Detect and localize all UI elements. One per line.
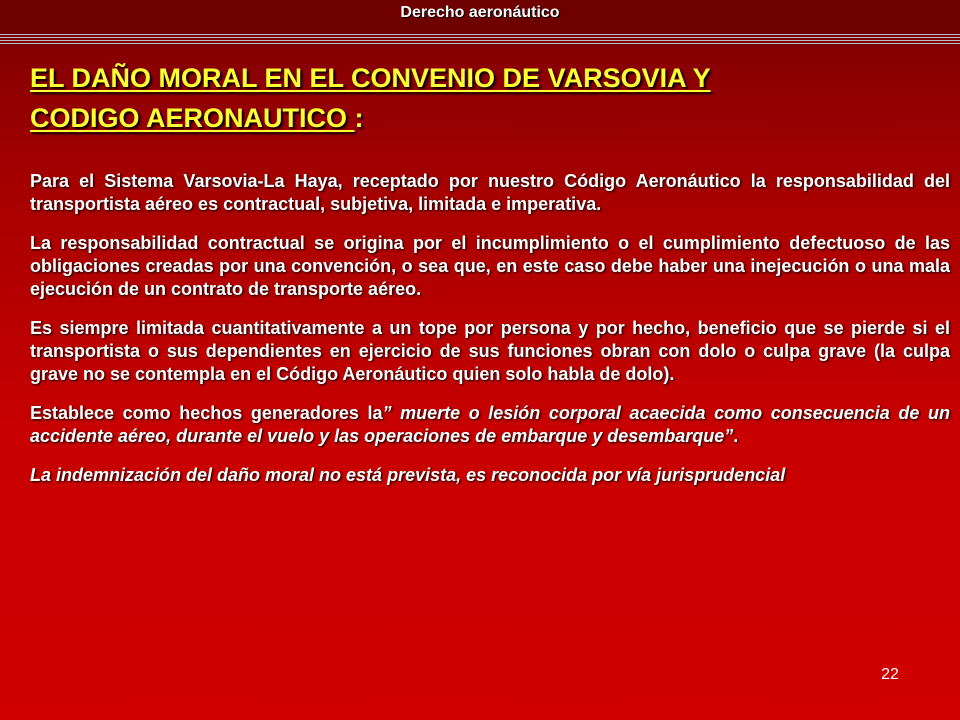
header-divider bbox=[0, 34, 960, 46]
paragraph-2: La responsabilidad contractual se origina por el incumplimiento o el cumplimiento defectuoso de las obligaciones creadas por una convención, o sea que, en este caso debe haber una inejecución o una mala ejecución de un contrato de transporte aéreo. bbox=[30, 233, 950, 299]
header-title: Derecho aeronáutico bbox=[400, 4, 560, 21]
slide-body bbox=[30, 170, 950, 503]
slide-title-line-2: CODIGO AERONAUTICO bbox=[30, 103, 355, 133]
paragraph-3: Es siempre limitada cuantitativamente a un tope por persona y por hecho, beneficio que se pierde si el transportista o sus dependientes en ejercicio de sus funciones obran con dolo o culpa grave (la culpa grave no se contempla en el Código Aeronáutico quien solo habla de dolo). bbox=[30, 318, 950, 384]
paragraph-1: Para el Sistema Varsovia-La Haya, receptado por nuestro Código Aeronáutico la responsabilidad del transportista aéreo es contractual, subjetiva, limitada e imperativa. bbox=[30, 171, 950, 214]
paragraph-4-quote: ” muerte o lesión corporal acaecida como consecuencia de un accidente aéreo, durante el vuelo y las operaciones de embarque y desembarque” bbox=[30, 403, 950, 446]
slide-title bbox=[30, 58, 890, 138]
paragraph-4 bbox=[30, 402, 950, 448]
paragraph-4-end: . bbox=[733, 426, 739, 446]
paragraph-4-lead: Establece como hechos generadores la bbox=[30, 403, 383, 423]
page-number: 22 bbox=[881, 666, 899, 683]
slide-title-colon: : bbox=[354, 103, 364, 133]
slide-title-line-1: EL DAÑO MORAL EN EL CONVENIO DE VARSOVIA Y bbox=[30, 63, 711, 93]
paragraph-5: La indemnización del daño moral no está prevista, es reconocida por vía jurisprudencial bbox=[30, 465, 786, 485]
